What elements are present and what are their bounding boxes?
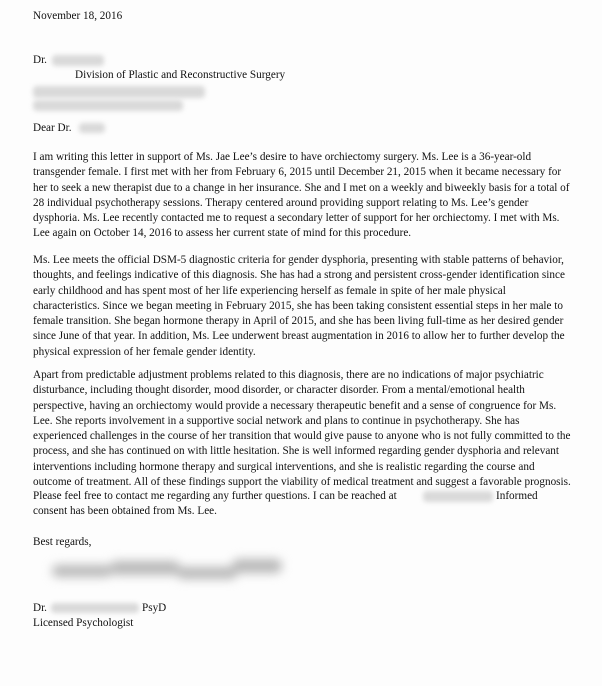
redacted-salutation-name	[79, 123, 105, 133]
signer-suffix: PsyD	[142, 602, 167, 614]
redacted-signer-name	[51, 603, 139, 613]
recipient-prefix: Dr.	[33, 54, 47, 66]
redacted-recipient-address-2	[33, 100, 183, 111]
recipient-department: Division of Plastic and Reconstructive Surgery	[75, 69, 286, 81]
paragraph-assessment: Apart from predictable adjustment problems related to this diagnosis, there are no indications of major psychiatric disturbance, including thought disorder, mood disorder, or character disorder. From a mental/emotional health perspective, having an orchiectomy would provide a necessary therapeutic benefit and a sense of congruence for Ms. Lee. She reports involvement in a supportive social network and plans to continue in psychotherapy. She has experienced challenges in the course of her transition that would give pause to anyone who is not fully committed to the process, and she has continued on with little hesitation. She is well informed regarding gender dysphoria and relevant interventions including hormone therapy and surgical interventions, and she is realistic regarding the course and outcome of treatment. All of these findings support the viability of medical treatment and suggest a favorable prognosis.	[33, 369, 571, 489]
redacted-recipient-address-1	[33, 86, 205, 98]
salutation: Dear Dr.	[33, 122, 72, 134]
signer-title: Licensed Psychologist	[33, 617, 134, 629]
sign-off: Best regards,	[33, 536, 92, 548]
paragraph-diagnosis: Ms. Lee meets the official DSM-5 diagnostic criteria for gender dysphoria, presenting with stable patterns of behavior, thoughts, and feelings indicative of this diagnosis. She has had a strong and persistent cross-gender identification since early childhood and has spent most of her life experiencing herself as female in spite of her male physical characteristics. Since we began meeting in February 2015, she has been taking consistent essential steps in her male to female transition. She began hormone therapy in April of 2015, and she has been living full-time as her desired gender since June of that year. In addition, Ms. Lee underwent breast augmentation in 2016 to allow her to further develop the physical expression of her female gender identity.	[33, 254, 565, 358]
consent-line: consent has been obtained from Ms. Lee.	[33, 505, 217, 517]
contact-line-end: Informed	[496, 490, 538, 502]
letter-date: November 18, 2016	[33, 10, 123, 22]
paragraph-support: I am writing this letter in support of Ms. Jae Lee’s desire to have orchiectomy surgery. Ms. Lee is a 36-year-old transgender female. I first met with her from February 6, 2015 until December 21, 2015 when it became necessary for her to seek a new therapist due to a change in her insurance. She and I met on a weekly and biweekly basis for a total of 28 individual psychotherapy sessions. Therapy centered around providing support relating to Ms. Lee’s gender dysphoria. Ms. Lee recently contacted me to request a secondary letter of support for her orchiectomy. I met with Ms. Lee again on October 14, 2016 to assess her current state of mind for this procedure.	[33, 151, 570, 240]
redacted-recipient-name	[52, 55, 104, 66]
redacted-contact-info	[423, 491, 493, 502]
redacted-signature	[52, 553, 284, 587]
contact-line-start: Please feel free to contact me regarding any further questions. I can be reached at	[33, 490, 397, 502]
signer-prefix: Dr.	[33, 602, 47, 614]
